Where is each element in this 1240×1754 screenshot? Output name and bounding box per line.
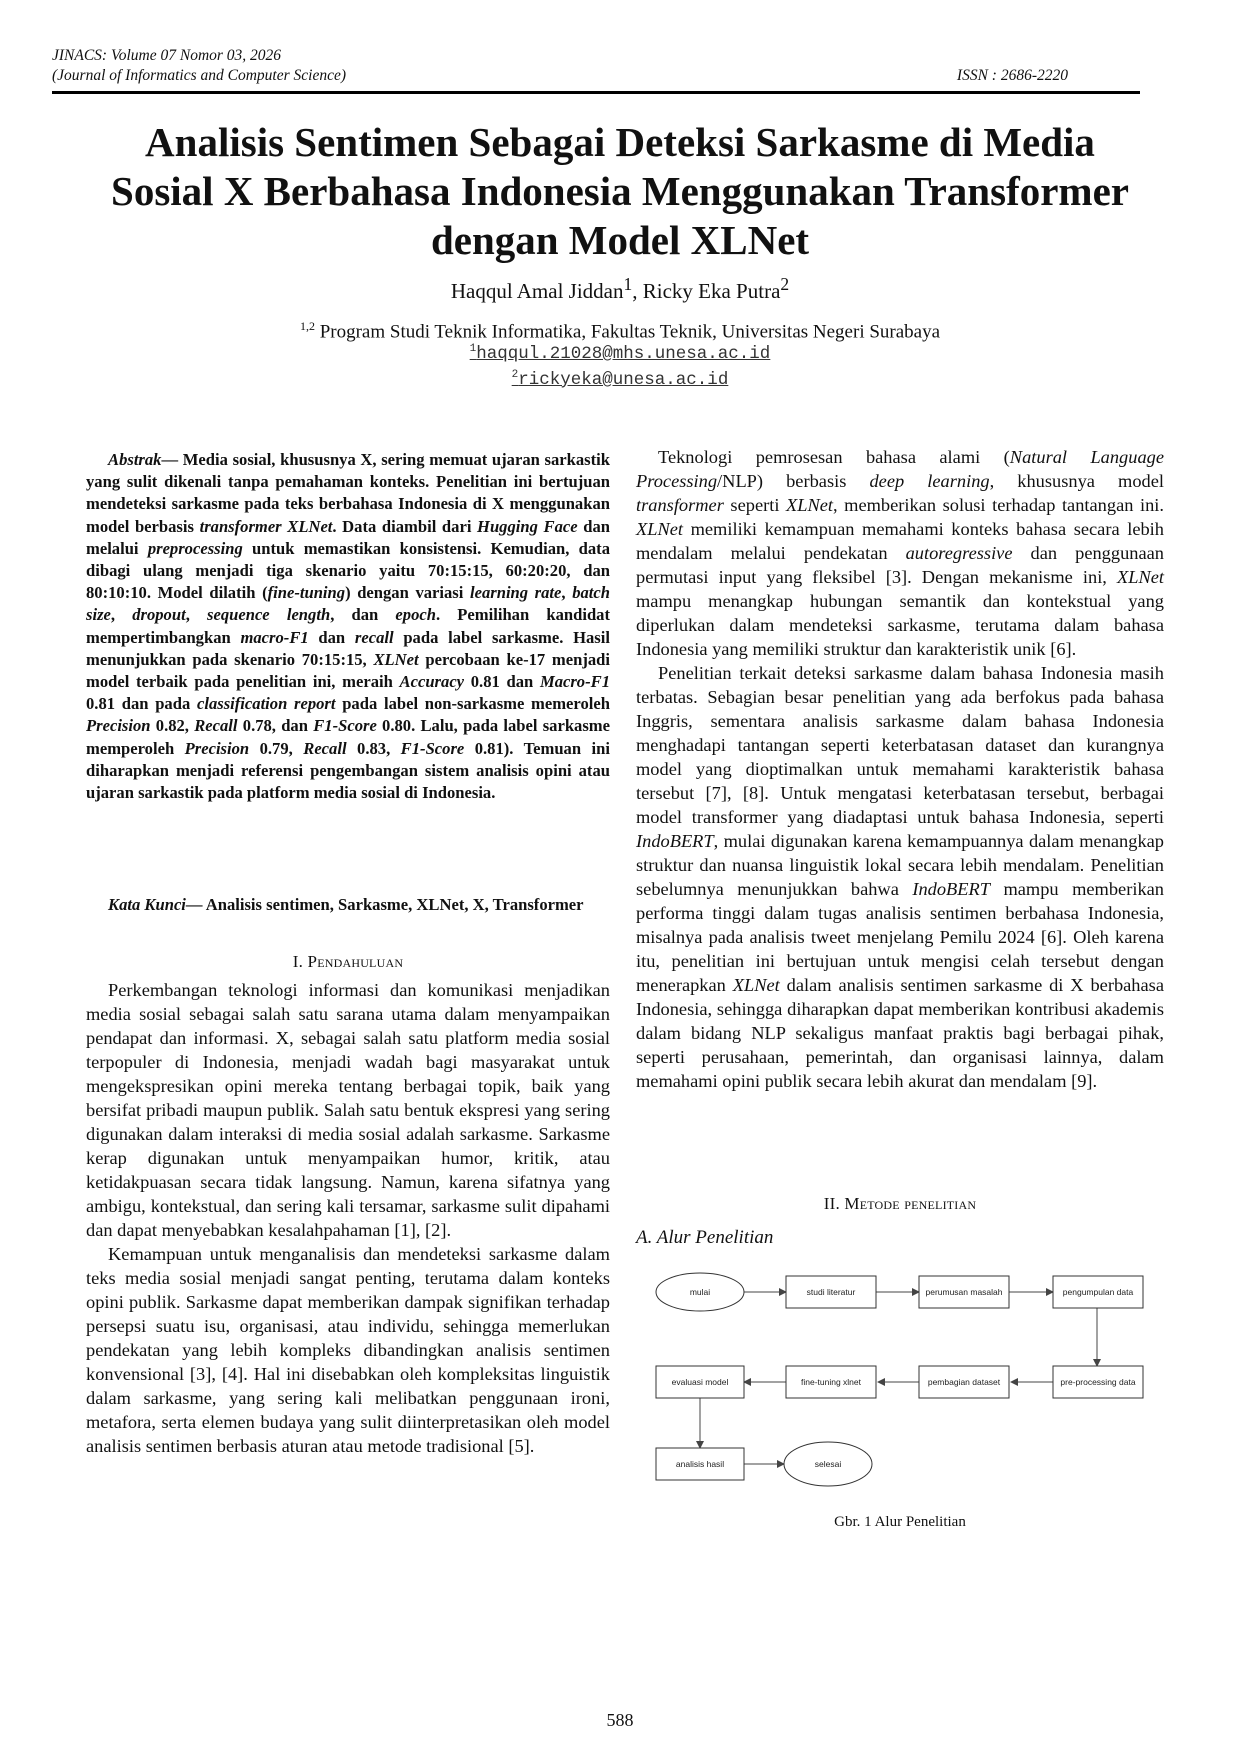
text-run: dan (308, 627, 355, 647)
text-run: 0.81 dan (464, 672, 540, 692)
abstract-dash: — (161, 450, 183, 469)
author-sup: 1 (623, 274, 633, 294)
italic-term: Accuracy (399, 672, 465, 692)
text-run: seperti (723, 495, 786, 515)
flow-label: fine-tuning xlnet (800, 1377, 862, 1387)
email-link[interactable] (512, 370, 729, 390)
author-name: Ricky Eka Putra (642, 279, 781, 303)
text-run: pada label sarkasme. Hasil menunjukkan pada skenario 70:15:15, (86, 627, 610, 669)
text-run: dalam analisis sentimen sarkasme di X berbahasa Indonesia, sehingga diharapkan dapat memberikan kontribusi akademis dalam bidang NLP sekaligus manfaat praktis bagi berbagai pihak, seperti perusahaan, pemerintah, dan organisasi lainnya, dalam memahami opini publik secara lebih akurat dan mendalam [9]. (636, 975, 1164, 1091)
text-run: Media sosial, khususnya X, sering memuat ujaran sarkastik yang sulit dikenali tanpa pemahaman konteks. Penelitian ini bertujuan mendeteksi sarkasme pada teks berbahasa Indonesia di X menggunakan model berbasis (86, 450, 610, 536)
flow-label: perumusan masalah (925, 1287, 1003, 1297)
section-number: II. (823, 1194, 845, 1213)
italic-term: IndoBERT (636, 831, 714, 851)
italic-term: XLNet (732, 975, 780, 995)
keywords-text: Analisis sentimen, Sarkasme, XLNet, X, Transformer (205, 895, 584, 914)
text-run: 0.80. Lalu, pada label sarkasme memperoleh (86, 716, 611, 758)
text-run: 0.82, (150, 716, 195, 736)
email-line (0, 338, 1240, 365)
affiliation-sup: 1,2 (299, 319, 315, 333)
italic-term: Hugging Face (477, 516, 578, 536)
text-run: , dan (330, 605, 396, 625)
text-run: . Data diambil dari (332, 516, 478, 536)
header-rule (52, 91, 1140, 94)
email-line (0, 364, 1240, 391)
italic-term: F1-Score (400, 738, 465, 758)
journal-name: JINACS: Volume 07 Nomor 03, 2026 (52, 47, 282, 64)
flow-label: selesai (814, 1459, 842, 1469)
subsection-heading: A. Alur Penelitian (636, 1227, 774, 1248)
italic-term: Recall (194, 716, 238, 736)
text-run: Kemampuan untuk menganalisis dan mendeteksi sarkasme dalam teks media sosial menjadi sangat penting, terutama dalam konteks opini publik. Sarkasme dapat memberikan dampak signifikan terhadap persepsi suatu isu, organisasi, atau individu, sehingga memerlukan pendekatan yang lebih kompleks dibandingkan analisis sentimen konvensional [3], [4]. Hal ini disebabkan oleh kompleksitas linguistik dalam sarkasme, yang sering kali melibatkan penggunaan ironi, metafora, serta elemen budaya yang sulit diinterpretasikan oleh model analisis sentimen berbasis aturan atau metode tradisional [5]. (86, 1244, 610, 1456)
flow-label: studi literatur (806, 1287, 856, 1297)
italic-term: Macro-F1 (539, 672, 610, 692)
page-number: 588 (606, 1710, 634, 1730)
text-run: , (561, 583, 573, 603)
journal-subtitle: (Journal of Informatics and Computer Science) (52, 67, 347, 84)
italic-term: Recall (303, 738, 347, 758)
flow-label: mulai (689, 1287, 711, 1297)
text-run: mampu memberikan performa tinggi dalam tugas analisis sentimen berbahasa Indonesia, misalnya pada analisis tweet menjelang Pemilu 2024 [6]. Oleh karena itu, penelitian ini bertujuan untuk mengisi celah tersebut dengan menerapkan (636, 879, 1164, 995)
text-run: 0.79, (249, 738, 304, 758)
email-sup: 2 (511, 369, 519, 381)
text-run: dan melalui (86, 516, 610, 558)
issn: ISSN : 2686-2220 (956, 67, 1068, 84)
flowchart (654, 1262, 1144, 1508)
text-run: , mulai digunakan karena kemampuannya dalam menangkap struktur dan nuansa linguistik lokal secara lebih mendalam. Penelitian sebelumnya menunjukkan bahwa (636, 831, 1164, 899)
italic-term: epoch (395, 605, 436, 625)
italic-term: classification report (196, 694, 336, 714)
abstract (86, 449, 610, 804)
text-run: untuk memastikan konsistensi. Kemudian, data dibagi ulang menjadi tiga skenario yaitu 70:15:15, 60:20:20, dan 80:10:10. Model dilatih ( (86, 538, 610, 603)
italic-term: F1-Score (313, 716, 377, 736)
text-run: , khususnya model (989, 471, 1164, 491)
text-run: . Pemilihan kandidat mempertimbangkan (86, 605, 611, 647)
italic-term: Precision (184, 738, 250, 758)
text-run: Perkembangan teknologi informasi dan komunikasi menjadikan media sosial sebagai salah satu sarana utama dalam menyampaikan pendapat dan informasi. X, sebagai salah satu platform media sosial terpopuler di Indonesia, menjadi wadah bagi masyarakat untuk mengekspresikan opini mereka tentang berbagai topik, baik yang bersifat pribadi maupun publik. Salah satu bentuk ekspresi yang sering digunakan dalam interaksi di media sosial adalah sarkasme. Sarkasme kerap digunakan untuk menyampaikan humor, kritik, atau ketidakpuasan secara tidak langsung. Namun, karena sifatnya yang ambigu, kontekstual, dan sering kali tersamar, sarkasme sulit dipahami dan dapat menyebabkan kesalahpahaman [1], [2]. (86, 980, 610, 1240)
text-run: mampu menangkap hubungan semantik dan kontekstual yang diperlukan dalam mendeteksi sarkasme, terutama dalam bahasa Indonesia yang memiliki struktur dan karakteristik unik [6]. (636, 591, 1164, 659)
italic-term: transformer XLNet (199, 516, 333, 536)
flow-label: pre-processing data (1060, 1377, 1136, 1387)
paragraph (86, 1242, 610, 1458)
italic-term: XLNet (786, 495, 834, 515)
text-run: 0.83, (346, 738, 401, 758)
flow-label: pengumpulan data (1062, 1287, 1134, 1297)
italic-term: batch size (86, 583, 610, 625)
section1-body-left (86, 978, 610, 1458)
section-title: Metode penelitian (844, 1194, 977, 1213)
italic-term: dropout (132, 605, 186, 625)
affiliation-text: Program Studi Teknik Informatika, Fakultas Teknik, Universitas Negeri Surabaya (314, 321, 941, 343)
email-sup: 1 (469, 343, 477, 355)
text-run: pada label non-sarkasme memeroleh (335, 694, 610, 714)
text-run: Teknologi pemrosesan bahasa alami ( (658, 447, 1010, 467)
title-line: dengan Model XLNet (430, 217, 810, 263)
italic-term: IndoBERT (912, 879, 990, 899)
text-run: Penelitian terkait deteksi sarkasme dalam bahasa Indonesia masih terbatas. Sebagian besar penelitian yang ada berfokus pada bahasa Inggris, sementara analisis sarkasme dalam bahasa Indonesia menghadapi tantangan seperti keterbatasan dataset dan kurangnya model yang dioptimalkan untuk memahami karakteristik bahasa tersebut [7], [8]. Untuk mengatasi keterbatasan tersebut, berbagai model transformer yang diadaptasi untuk bahasa Indonesia, seperti (636, 663, 1164, 827)
paper-title (60, 118, 1180, 265)
title-line: Sosial X Berbahasa Indonesia Menggunakan Transformer (111, 168, 1129, 214)
email-link[interactable] (470, 344, 771, 364)
text-run: , memberikan solusi terhadap tantangan ini. (833, 495, 1164, 515)
text-run: , (110, 605, 133, 625)
abstract-label: Abstrak (108, 450, 162, 469)
italic-term: transformer (636, 495, 724, 515)
text-run: percobaan ke-17 menjadi model terbaik pada penelitian ini, meraih (86, 649, 611, 692)
figure-caption: Gbr. 1 Alur Penelitian (834, 1514, 966, 1530)
italic-term: Natural Language Processing (636, 447, 1165, 491)
section-number: I. (292, 952, 308, 971)
abstract-body (86, 450, 610, 802)
text-run: 0.81). Temuan ini diharapkan menjadi referensi pengembangan sistem analisis opini atau ujaran sarkastik pada platform media sosial di Indonesia. (86, 738, 610, 803)
keywords-label: Kata Kunci (108, 895, 186, 914)
section-heading (86, 950, 610, 974)
text-run: dan penggunaan permutasi input yang fleksibel [3]. Dengan mekanisme ini, (636, 543, 1164, 587)
paragraph (636, 445, 1164, 661)
text-run: /NLP) berbasis (717, 471, 870, 491)
author-sup: 2 (780, 274, 790, 294)
flow-label: evaluasi model (671, 1377, 729, 1387)
title-line: Analisis Sentimen Sebagai Deteksi Sarkasme di Media (145, 119, 1095, 165)
text-run: ) dengan variasi (345, 583, 470, 603)
italic-term: fine-tuning (267, 583, 346, 603)
authors (0, 271, 1240, 304)
flowchart-arrows (700, 1292, 1097, 1464)
italic-term: XLNet (373, 649, 419, 669)
keywords (86, 894, 610, 916)
author-separator: , (632, 279, 643, 303)
italic-term: autoregressive (905, 543, 1013, 563)
text-run: memiliki kemampuan memahami konteks bahasa secara lebih mendalam melalui pendekatan (636, 519, 1164, 563)
section-title: Pendahuluan (307, 952, 404, 971)
email-text: rickyeka@unesa.ac.id (518, 369, 729, 390)
author-name: Haqqul Amal Jiddan (450, 279, 624, 303)
paragraph (636, 661, 1164, 1093)
italic-term: macro-F1 (240, 627, 309, 647)
italic-term: preprocessing (147, 538, 243, 558)
text-run: 0.81 dan pada (86, 694, 197, 714)
section1-body-right (636, 445, 1164, 1093)
text-run: 0.78, dan (237, 716, 314, 736)
keywords-dash: — (185, 895, 206, 914)
paragraph (86, 978, 610, 1242)
italic-term: XLNet (636, 519, 684, 539)
italic-term: deep learning (869, 471, 990, 491)
text-run: , (185, 605, 207, 625)
flow-label: pembagian dataset (927, 1377, 1001, 1387)
section-heading (636, 1192, 1164, 1216)
email-text: haqqul.21028@mhs.unesa.ac.id (476, 343, 771, 364)
flow-label: analisis hasil (675, 1459, 725, 1469)
italic-term: recall (354, 627, 394, 647)
italic-term: Precision (86, 716, 151, 736)
italic-term: sequence length (207, 605, 331, 625)
italic-term: learning rate (469, 583, 562, 603)
italic-term: XLNet (1116, 567, 1164, 587)
